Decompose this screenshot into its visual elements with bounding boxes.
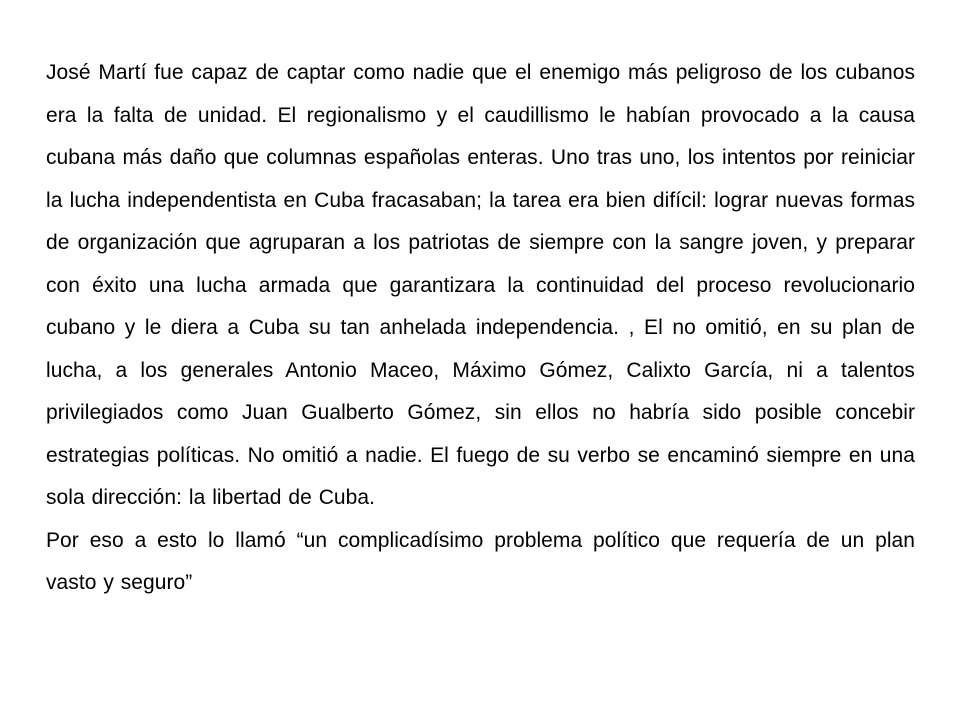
text-body: [46, 52, 915, 605]
paragraph-problema-politico: Por eso a esto lo llamó “un complicadísimo problema político que requería de un plan vasto y seguro”: [46, 528, 915, 594]
paragraph-marti-unidad: José Martí fue capaz de captar como nadie que el enemigo más peligroso de los cubanos era la falta de unidad. El regionalismo y el caudillismo le habían provocado a la causa cubana más daño que columnas españolas enteras. Uno tras uno, los intentos por reiniciar la lucha independentista en Cuba fracasaban; la tarea era bien difícil: lograr nuevas formas de organización que agruparan a los patriotas de siempre con la sangre joven, y preparar con éxito una lucha armada que garantizara la continuidad del proceso revolucionario cubano y le diera a Cuba su tan anhelada independencia. , El no omitió, en su plan de lucha, a los generales Antonio Maceo, Máximo Gómez, Calixto García, ni a talentos privilegiados como Juan Gualberto Gómez, sin ellos no habría sido posible concebir estrategias políticas. No omitió a nadie. El fuego de su verbo se encaminó siempre en una sola dirección: la libertad de Cuba.: [46, 61, 915, 509]
